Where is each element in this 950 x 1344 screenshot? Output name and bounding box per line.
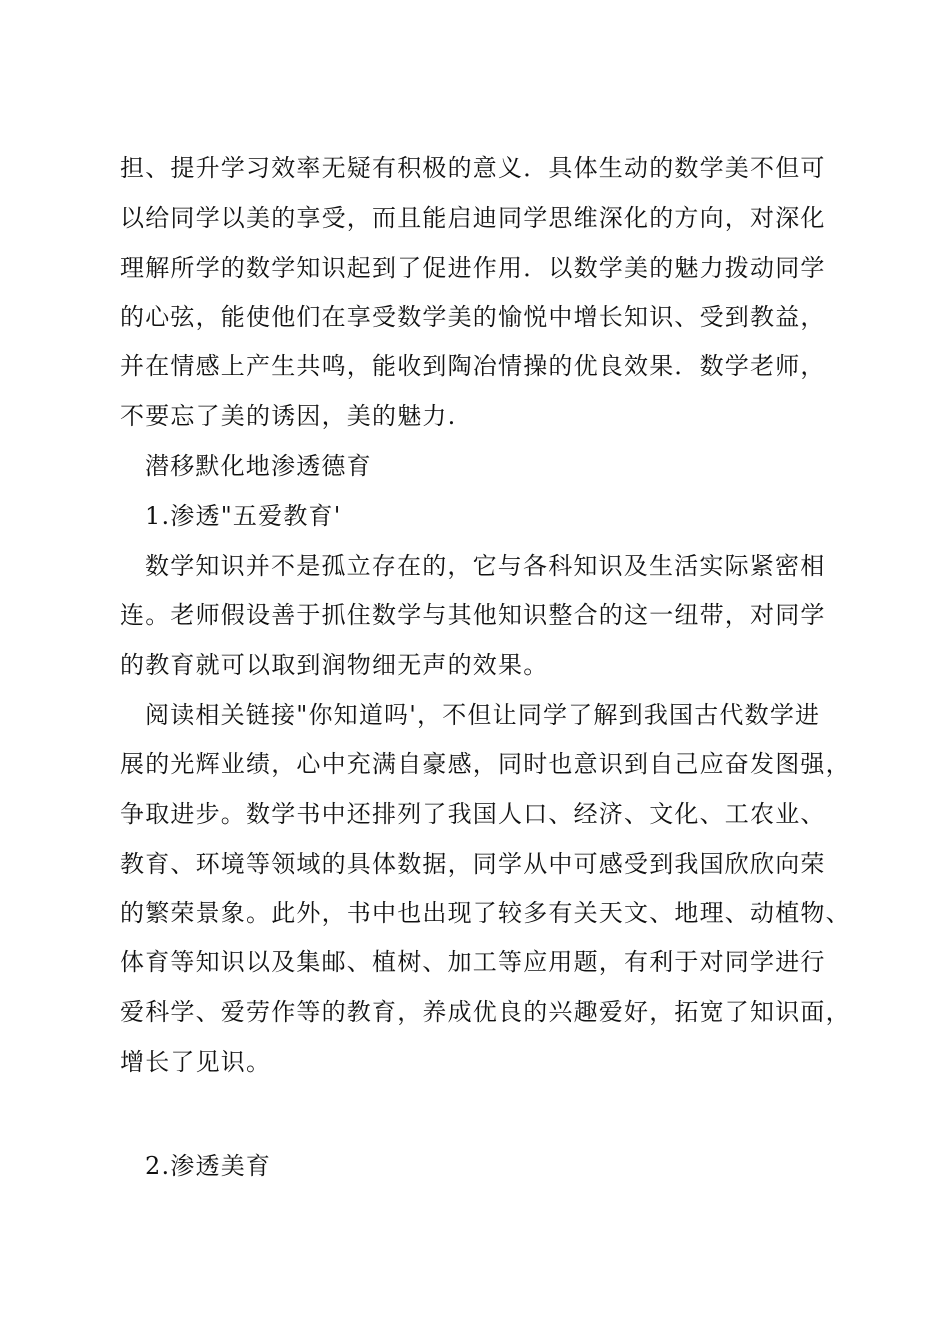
paragraph-3-line-4: 教育、环境等领域的具体数据，同学从中可感受到我国欣欣向荣 <box>120 850 826 878</box>
paragraph-2-line-2: 连。老师假设善于抓住数学与其他知识整合的这一纽带，对同学 <box>120 601 826 629</box>
subheading-1: 1.渗透"五爱教育' <box>145 502 342 530</box>
paragraph-3-line-3: 争取进步。数学书中还排列了我国人口、经济、文化、工农业、 <box>120 800 826 828</box>
paragraph-3-line-5: 的繁荣景象。此外，书中也出现了较多有关天文、地理、动植物、 <box>120 899 851 927</box>
paragraph-3-line-8: 增长了见识。 <box>120 1048 272 1076</box>
subheading-2: 2.渗透美育 <box>145 1152 272 1180</box>
paragraph-1-line-6: 不要忘了美的诱因，美的魅力. <box>120 402 457 430</box>
paragraph-1-line-1: 担、提升学习效率无疑有积极的意义．具体生动的数学美不但可 <box>120 154 826 182</box>
paragraph-1-line-3: 理解所学的数学知识起到了促进作用．以数学美的魅力拨动同学 <box>120 254 826 282</box>
paragraph-2-line-1: 数学知识并不是孤立存在的，它与各科知识及生活实际紧密相 <box>145 552 826 580</box>
paragraph-1-line-4: 的心弦，能使他们在享受数学美的愉悦中增长知识、受到教益， <box>120 303 826 331</box>
paragraph-3-line-6: 体育等知识以及集邮、植树、加工等应用题，有利于对同学进行 <box>120 948 826 976</box>
section-heading: 潜移默化地渗透德育 <box>145 452 372 480</box>
paragraph-3-line-7: 爱科学、爱劳作等的教育，养成优良的兴趣爱好，拓宽了知识面， <box>120 998 851 1026</box>
paragraph-2-line-3: 的教育就可以取到润物细无声的效果。 <box>120 651 549 679</box>
paragraph-3-line-2: 展的光辉业绩，心中充满自豪感，同时也意识到自己应奋发图强， <box>120 750 851 778</box>
paragraph-1-line-5: 并在情感上产生共鸣，能收到陶冶情操的优良效果．数学老师， <box>120 352 826 380</box>
paragraph-1-line-2: 以给同学以美的享受，而且能启迪同学思维深化的方向，对深化 <box>120 204 826 232</box>
paragraph-3-line-1: 阅读相关链接"你知道吗'，不但让同学了解到我国古代数学进 <box>145 701 821 729</box>
